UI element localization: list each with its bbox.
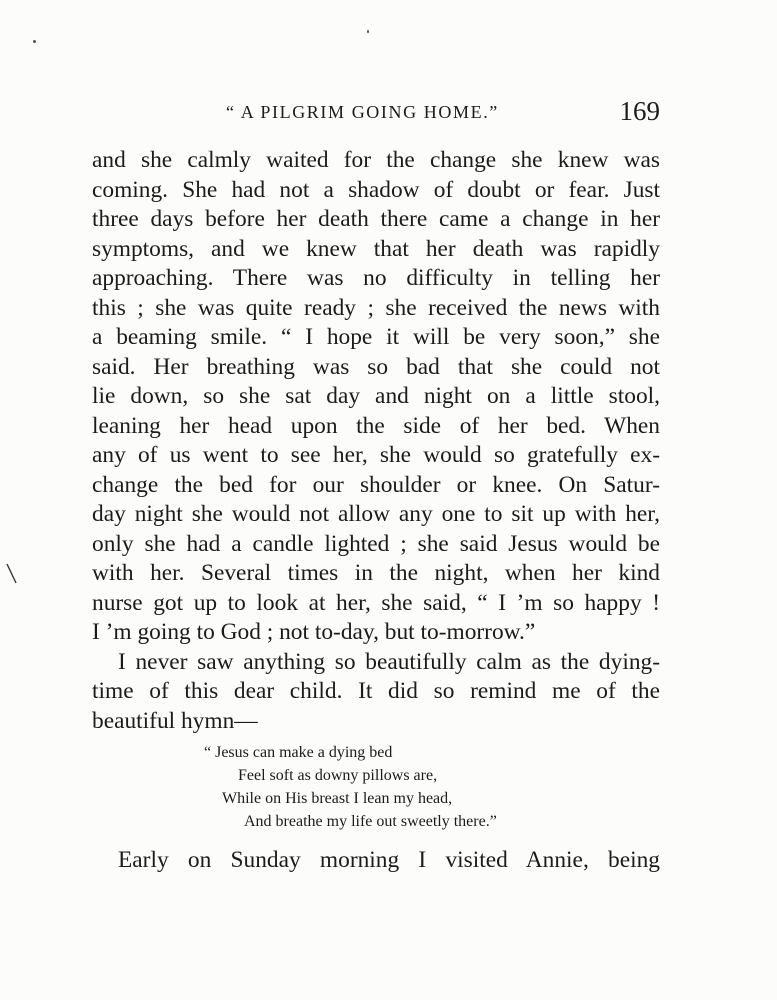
text-line: I ’m going to God ; not to-day, but to-morrow.” bbox=[92, 619, 536, 645]
body-paragraphs bbox=[92, 146, 660, 736]
text-line: approaching. There was no difficulty in telling her bbox=[92, 265, 660, 291]
text-line: I never saw anything so beautifully calm as the dying- bbox=[118, 648, 660, 675]
text-line: beautiful hymn— bbox=[92, 707, 258, 734]
text-line: with her. Several times in the night, when her kind bbox=[92, 560, 660, 586]
verse-line: While on His breast I lean my head, bbox=[222, 790, 453, 807]
text-line: any of us went to see her, she would so gratefully ex- bbox=[92, 442, 660, 468]
text-line: nurse got up to look at her, she said, “ I ’m so happy ! bbox=[92, 589, 660, 616]
paper-speck bbox=[33, 40, 36, 43]
hymn-verse bbox=[92, 741, 660, 833]
text-line: only she had a candle lighted ; she said Jesus would be bbox=[92, 530, 660, 557]
verse-line: And breathe my life out sweetly there.” bbox=[244, 813, 497, 830]
paper-speck bbox=[367, 30, 369, 33]
verse-line: “ Jesus can make a dying bed bbox=[204, 744, 393, 761]
text-line: change the bed for our shoulder or knee. On Satur- bbox=[92, 471, 660, 498]
text-line: and she calmly waited for the change she knew was bbox=[92, 147, 660, 173]
text-line: a beaming smile. “ I hope it will be very soon,” she bbox=[92, 324, 660, 350]
margin-mark bbox=[6, 563, 18, 585]
running-title: “ A PILGRIM GOING HOME.” bbox=[226, 102, 499, 122]
page-number: 169 bbox=[619, 96, 660, 126]
text-line: this ; she was quite ready ; she received the news with bbox=[92, 294, 660, 321]
text-line: symptoms, and we knew that her death was rapidly bbox=[92, 235, 660, 262]
final-paragraph bbox=[92, 846, 660, 876]
text-line: leaning her head upon the side of her bed. When bbox=[92, 412, 660, 439]
text-line: three days before her death there came a change in her bbox=[92, 206, 660, 232]
text-line: time of this dear child. It did so remind me of the bbox=[92, 678, 660, 704]
text-line: day night she would not allow any one to sit up with her, bbox=[92, 501, 660, 527]
running-head bbox=[92, 96, 660, 132]
verse-line: Feel soft as downy pillows are, bbox=[238, 767, 438, 784]
text-line: Early on Sunday morning I visited Annie, being bbox=[118, 847, 660, 873]
text-line: said. Her breathing was so bad that she could not bbox=[92, 353, 660, 380]
text-line: lie down, so she sat day and night on a little stool, bbox=[92, 383, 660, 409]
text-line: coming. She had not a shadow of doubt or fear. Just bbox=[92, 176, 660, 203]
